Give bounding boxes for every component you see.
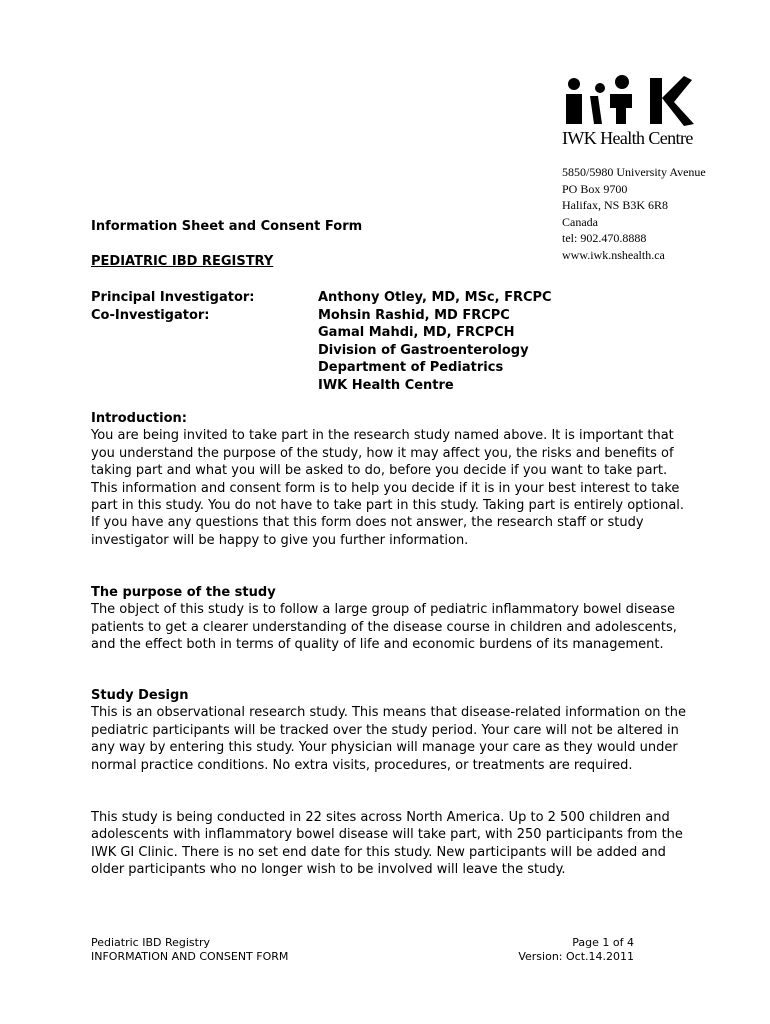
sheet-title: Information Sheet and Consent Form [91,219,363,234]
version-date: Version: Oct.14.2011 [518,950,634,963]
investigator-name: Anthony Otley, MD, MSc, FRCPC [318,290,552,305]
purpose-text: The object of this study is to follow a large group of pediatric inflammatory bowel disease patients to get a clearer understanding of the disease course in children and adolescents, and the effect both in terms of quality of life and economic burdens of its management. [91,602,677,653]
address-phone: tel: 902.470.8888 [562,231,647,245]
investigator-name: Gamal Mahdi, MD, FRCPCH [318,325,515,341]
address-street: 5850/5980 University Avenue [562,165,706,179]
design-heading: Study Design [91,688,189,703]
address-po-box: PO Box 9700 [562,181,628,196]
design-text-2: This study is being conducted in 22 sites across North America. Up to 2 500 children and adolescents with inflammatory bowel disease will take part, with 250 participants from the IWK GI Clinic. There is no set end date for this study. New participants will be added and older participants who no longer wish to be involved will leave the study. [91,810,683,878]
footer-registry-name: Pediatric IBD Registry [91,936,211,949]
footer-left [91,936,288,964]
purpose-section [91,584,691,654]
address-city: Halifax, NS B3K 6R8 [562,198,668,212]
introduction-heading: Introduction: [91,411,187,426]
page-number: Page 1 of 4 [572,936,634,949]
footer-right [506,936,634,964]
introduction-text: You are being invited to take part in the research study named above. It is important that you understand the purpose of the study, how it may affect you, the risks and benefits of taking part and what you will be asked to do, before you decide if you want to take part. This information and consent form is to help you decide if it is in your best interest to take part in this study. You do not have to take part in this study. Taking part is entirely optional. If you have any questions that this form does not answer, the research staff or study investigator will be happy to give you further information. [91,428,685,548]
address-website: www.iwk.nshealth.ca [562,247,665,262]
investigator-division: Division of Gastroenterology [318,342,529,358]
footer-form-name: INFORMATION AND CONSENT FORM [91,950,289,963]
investigator-department: Department of Pediatrics [318,360,504,376]
registry-title: PEDIATRIC IBD REGISTRY [91,254,274,269]
principal-investigator-label: Principal Investigator: [91,290,255,305]
introduction-section [91,410,691,549]
co-investigator-label: Co-Investigator: [91,307,210,323]
address-block [562,164,706,263]
purpose-heading: The purpose of the study [91,585,276,600]
investigator-name: Mohsin Rashid, MD FRCPC [318,307,510,323]
design-text-1: This is an observational research study. This means that disease-related information on the pediatric participants will be tracked over the study period. Your care will not be altered in any way by entering this study. Your physician will manage your care as they would under normal practice conditions. No extra visits, procedures, or treatments are required. [91,705,686,773]
investigator-labels [91,289,255,324]
address-country: Canada [562,214,598,229]
design-section-continued [91,809,691,879]
design-section [91,687,691,774]
logo-wordmark: IWK Health Centre [562,128,693,148]
investigator-institution: IWK Health Centre [318,377,454,393]
investigator-values [318,289,552,395]
